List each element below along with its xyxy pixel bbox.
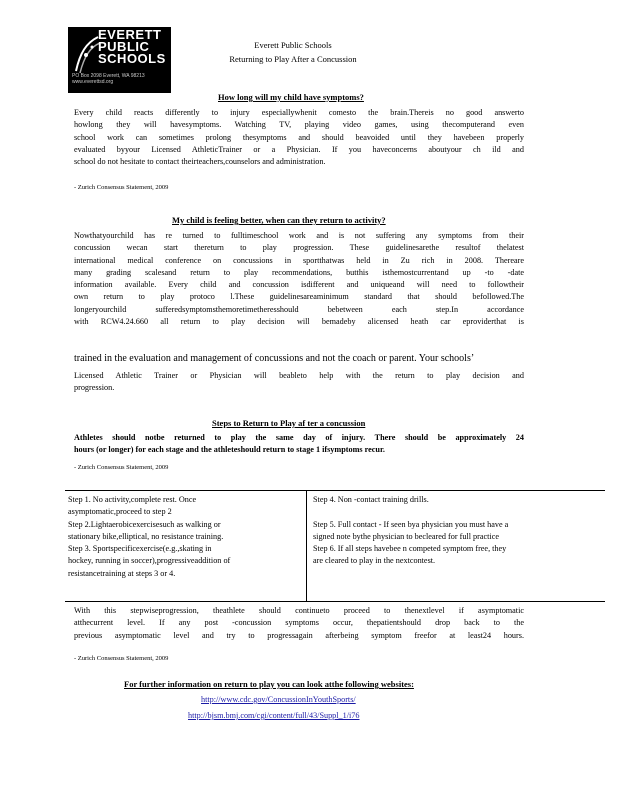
text-line: school do not hesitate to contact theirteachers,counselors and administration. <box>74 157 326 167</box>
step-line: Step 1. No activity,complete rest. Once <box>68 495 197 504</box>
step-line: stationary bike,elliptical, no resistance training. <box>68 531 224 541</box>
text-line: Athletes should notbe returned to play the same day of injury. There should be approximately 24 <box>74 433 524 442</box>
text-line: atthecurrent level. If any post -concussion symptoms occur, thepatientshould drop back to the <box>74 618 524 628</box>
logo-line-1: EVERETT <box>98 27 162 42</box>
text-line: own return to play protoco l.These guidelinesareaminimum standard that should befollowed.The <box>74 292 524 302</box>
section4-body <box>74 605 524 642</box>
text-line: information available. Every child and concussion isdifferent and uniqueand will need to followtheir <box>74 280 524 290</box>
text-line: longeryourchild sufferedsymptomsthemoretimetheresshould bebetween each step.In accordance <box>74 304 524 314</box>
section2-body <box>74 230 524 328</box>
text-line: evaluated byyour Licensed AthleticTrainer or a Physician. If you haveconcerns aboutyour ch ild and <box>74 144 524 154</box>
footer-heading: For further information on return to play you can look atthe following websites: <box>124 679 414 689</box>
step-line: Step 4. Non -contact training drills. <box>313 495 429 504</box>
section1-heading: How long will my child have symptoms? <box>218 92 364 102</box>
text-line: Every child reacts differently to injury especiallywhenit comesto the brain.Thereis no good answerto <box>74 108 524 117</box>
text-line: school work can sometimes prolong thesymptoms and should beavoided until they havebeen properly <box>74 132 524 142</box>
cdc-link[interactable]: http://www.cdc.gov/ConcussionInYouthSports/ <box>201 695 356 704</box>
steps-left-column <box>68 494 230 580</box>
logo-line-3: SCHOOLS <box>98 51 166 66</box>
step-line: asymptomatic,proceed to step 2 <box>68 507 172 517</box>
text-line: progression. <box>74 383 115 393</box>
text-line: hours (or longer) for each stage and the athleteshould return to stage 1 ifsymptoms recur. <box>74 445 385 455</box>
text-line: With this stepwiseprogression, theathlete should continueto proceed to thenextlevel if asymptomatic <box>74 606 524 615</box>
section4-source: - Zurich Consensus Statement, 2009 <box>74 655 169 662</box>
section1-source: - Zurich Consensus Statement, 2009 <box>74 184 169 191</box>
text-line: with RCW4.24.660 all return to play decision will bemadeby alicensed heath car eproviderthat is <box>74 317 524 327</box>
step-line: are cleared to play in the nextcontest. <box>313 556 436 566</box>
district-logo <box>68 27 171 93</box>
step-line: Step 5. Full contact - If seen bya physician you must have a <box>313 519 509 529</box>
text-line: previous asymptomatic level and try to progressagain afterbeing symptom freefor at least24 hours. <box>74 630 524 640</box>
section3-heading: Steps to Return to Play af ter a concussion <box>212 418 366 428</box>
section3-body <box>74 432 524 457</box>
logo-line-2: PUBLIC <box>98 39 150 54</box>
text-line: howlong they will havesymptoms. Watching TV, playing video games, using thecomputerand even <box>74 120 524 130</box>
text-line: Licensed Athletic Trainer or Physician will beableto help with the return to play decision and <box>74 371 524 380</box>
steps-right-column <box>313 494 508 568</box>
step-line: Step 2.Lightaerobicexercisesuch as walking or <box>68 519 221 529</box>
text-line: Nowthatyourchild has re turned to fulltimeschool work and is not suffering any symptoms from their <box>74 231 524 240</box>
step-line <box>313 506 508 518</box>
step-line: Step 6. If all steps havebee n competed symptom free, they <box>313 544 507 554</box>
step-line: Step 3. Sportspecificexercise(e.g.,skating in <box>68 544 212 554</box>
text-line: international medical conference on concussions in sportthatwas held in Zu rich in 2008. Thereare <box>74 255 524 265</box>
step-line: resistancetraining at steps 3 or 4. <box>68 568 176 578</box>
section3-source: - Zurich Consensus Statement, 2009 <box>74 464 169 471</box>
bjsm-link[interactable]: http://bjsm.bmj.com/cgi/content/full/43/Suppl_1/i76 <box>188 711 360 720</box>
logo-address-2: www.everettsd.org <box>72 79 114 85</box>
document-title: Returning to Play After a Concussion <box>229 54 357 64</box>
org-name: Everett Public Schools <box>254 40 332 50</box>
text-line: many grading scalesand return to play recommendations, butthis isthemostcurrentand up -to -date <box>74 267 524 277</box>
section2-emphasis-line: trained in the evaluation and management of concussions and not the coach or parent. Your schools’ <box>74 353 475 364</box>
section2-heading: My child is feeling better, when can they return to activity? <box>172 215 386 225</box>
section1-body <box>74 107 524 168</box>
step-line: hockey, running in soccer),progressiveaddition of <box>68 556 231 566</box>
step-line: signed note bythe physician to becleared for full practice <box>313 531 499 541</box>
logo-address: PO Box 2098 Everett, WA 98213 <box>72 73 145 79</box>
column-divider <box>306 491 307 601</box>
text-line: concussion wecan start thereturn to play progression. These guidelinesarethe resultof thelatest <box>74 243 524 253</box>
section2-body-cont <box>74 370 524 395</box>
